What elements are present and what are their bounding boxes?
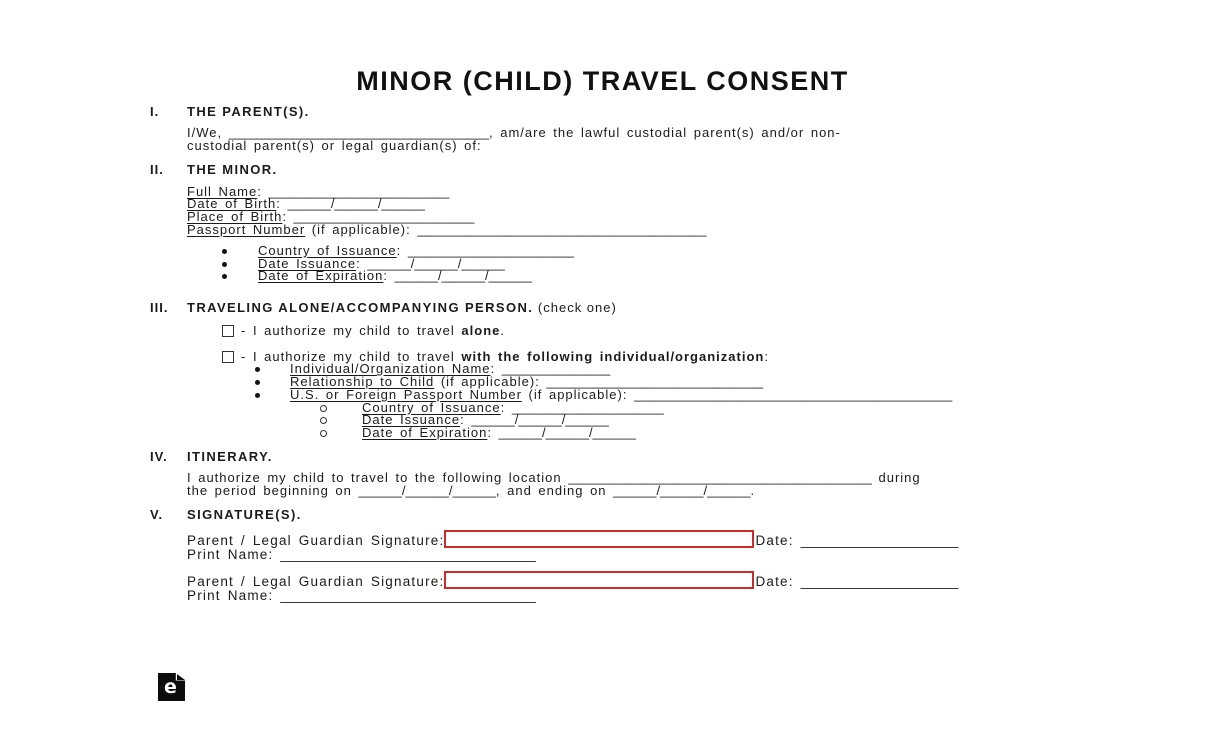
travel-alone-text: . — [500, 323, 505, 339]
passport-number-field-line — [187, 221, 1055, 237]
signature-label: Parent / Legal Guardian Signature: — [187, 532, 445, 548]
section-itinerary — [150, 450, 1055, 463]
field-separator: : — [257, 183, 269, 199]
date-of-expiration-label: Date of Expiration — [258, 268, 384, 284]
field-separator: : — [383, 268, 395, 284]
date-issuance-label: Date Issuance — [258, 255, 357, 271]
travel-with-checkbox[interactable] — [222, 351, 234, 363]
field-separator: : — [490, 361, 502, 377]
signature-label: Parent / Legal Guardian Signature: — [187, 573, 445, 589]
bullet-circle-icon — [320, 427, 362, 440]
itinerary-text: I authorize my child to travel to the following location — [187, 469, 569, 485]
date-of-expiration-sub-bullet — [320, 427, 1055, 440]
section-number: I. — [150, 104, 160, 119]
date-of-expiration-label: Date of Expiration — [362, 425, 488, 441]
field-separator: (if applicable): — [305, 221, 418, 237]
section-heading-traveling: TRAVELING ALONE/ACCOMPANYING PERSON. — [187, 300, 534, 316]
date-of-expiration-blank: ______/______/______ — [394, 268, 532, 284]
relationship-to-child-label: Relationship to Child — [290, 373, 435, 389]
signature-row — [187, 530, 1055, 548]
date-issuance-blank: ______/______/______ — [367, 255, 505, 271]
field-separator: (if applicable): — [521, 386, 635, 402]
signature-field-1[interactable] — [444, 530, 754, 548]
passport-number-blank: ________________________________________ — [417, 221, 707, 237]
travel-with-text: - I authorize my child to travel — [241, 349, 462, 365]
relationship-to-child-blank: ______________________________ — [546, 373, 764, 389]
field-separator: : — [356, 255, 368, 271]
signature-field-2[interactable] — [444, 571, 754, 589]
field-separator: : — [460, 412, 472, 428]
date-of-expiration-blank: ______/______/______ — [498, 425, 636, 441]
individual-organization-label: Individual/Organization Name — [290, 361, 491, 377]
document-content — [150, 0, 1055, 603]
print-name-blank: __________________________________ — [280, 587, 536, 603]
section-number: II. — [150, 161, 164, 177]
check-one-note: (check one) — [533, 300, 617, 316]
section-number: V. — [150, 506, 164, 522]
date-label: Date: — [755, 532, 801, 548]
itinerary-location-blank: __________________________________________ — [568, 469, 872, 485]
country-of-issuance-blank: _______________________ — [407, 242, 575, 258]
section-heading-minor: THE MINOR. — [187, 161, 278, 177]
travel-alone-checkbox[interactable] — [222, 325, 234, 337]
parents-paragraph-text: I/We, — [187, 125, 229, 140]
itinerary-end-date-blank: ______/______/______ — [613, 482, 751, 498]
bullet-dot-icon — [222, 258, 258, 271]
bullet-dot-icon — [255, 376, 290, 389]
itinerary-begin-date-blank: ______/______/______ — [358, 482, 496, 498]
passport-number-label: Passport Number — [187, 221, 306, 237]
eforms-logo-letter: e — [164, 676, 177, 698]
country-of-issuance-label: Country of Issuance — [258, 242, 397, 258]
minor-fields — [187, 183, 1055, 284]
print-name-blank: __________________________________ — [280, 546, 536, 562]
section-parents — [150, 105, 1055, 118]
parents-paragraph-text: , am/are the lawful custodial parent(s) and/or non- — [489, 125, 841, 140]
full-name-label: Full Name — [187, 183, 258, 199]
field-separator: : — [276, 196, 288, 212]
section-number: IV. — [150, 448, 168, 464]
print-name-label: Print Name: — [187, 546, 281, 562]
place-of-birth-label: Place of Birth — [187, 209, 283, 225]
itinerary-text: . — [750, 482, 756, 498]
section-heading-itinerary: ITINERARY. — [187, 448, 273, 464]
parents-paragraph-text: custodial parent(s) or legal guardian(s) of: — [187, 137, 482, 153]
bullet-dot-icon — [255, 389, 290, 402]
travel-alone-option — [222, 324, 1055, 337]
us-foreign-passport-label: U.S. or Foreign Passport Number — [290, 386, 522, 402]
date-of-expiration-bullet — [222, 270, 1055, 283]
bullet-dot-icon — [222, 245, 258, 258]
field-separator: : — [282, 209, 294, 225]
section-heading-signatures: SIGNATURE(S). — [187, 506, 302, 522]
date-issuance-blank: ______/______/______ — [471, 412, 609, 428]
parents-paragraph — [187, 127, 1055, 153]
country-of-issuance-label: Country of Issuance — [362, 399, 501, 415]
section-signatures — [150, 508, 1055, 521]
field-separator: (if applicable): — [434, 373, 547, 389]
bullet-dot-icon — [222, 270, 258, 283]
field-separator: : — [487, 425, 499, 441]
section-number: III. — [150, 300, 169, 316]
section-minor — [150, 163, 1055, 176]
date-blank: _____________________ — [800, 573, 959, 589]
itinerary-text: during — [871, 469, 921, 485]
travel-alone-bold: alone — [461, 323, 501, 339]
travel-alone-text: - I authorize my child to travel — [241, 323, 462, 339]
print-name-row — [187, 548, 1055, 562]
date-of-birth-blank: ______/______/______ — [287, 196, 425, 212]
us-foreign-passport-blank: ____________________________________________ — [634, 386, 953, 402]
form-title: MINOR (CHILD) TRAVEL CONSENT — [356, 66, 849, 96]
section-traveling — [150, 301, 1055, 314]
signature-rows — [187, 530, 1055, 603]
parents-name-blank: ____________________________________ — [228, 125, 489, 140]
bullet-circle-icon — [320, 414, 362, 427]
date-blank: _____________________ — [800, 532, 959, 548]
date-issuance-label: Date Issuance — [362, 412, 461, 428]
itinerary-text: , and ending on — [495, 482, 614, 498]
travel-with-text: : — [764, 349, 769, 365]
place-of-birth-blank: _________________________ — [293, 209, 475, 225]
individual-organization-blank: _______________ — [501, 361, 611, 377]
print-name-row — [187, 589, 1055, 603]
section-heading-parents: THE PARENT(S). — [187, 104, 310, 119]
full-name-blank: _________________________ — [268, 183, 450, 199]
travel-with-bold: with the following individual/organization — [461, 349, 765, 365]
eforms-logo — [158, 673, 185, 701]
print-name-label: Print Name: — [187, 587, 281, 603]
field-separator: : — [396, 242, 408, 258]
date-label: Date: — [755, 573, 801, 589]
field-separator: : — [500, 399, 512, 415]
itinerary-paragraph — [187, 469, 1055, 498]
bullet-circle-icon — [320, 402, 362, 415]
country-of-issuance-blank: _____________________ — [511, 399, 664, 415]
signature-row — [187, 571, 1055, 589]
bullet-dot-icon — [255, 363, 290, 376]
itinerary-text: the period beginning on — [187, 482, 359, 498]
traveling-options — [187, 324, 1055, 440]
date-of-birth-label: Date of Birth — [187, 196, 277, 212]
